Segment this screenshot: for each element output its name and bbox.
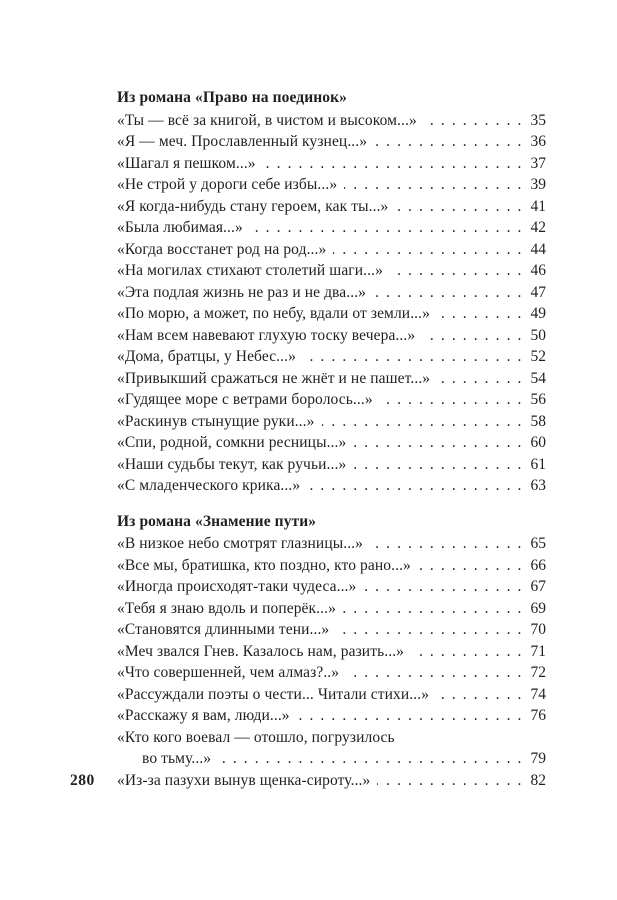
dot-leader (436, 684, 523, 706)
toc-entry (117, 303, 546, 325)
entry-title: «Не строй у дороги себе избы...» (117, 176, 338, 193)
toc-entry (117, 131, 546, 153)
section-heading: Из романа «Знамение пути» (117, 512, 317, 530)
dot-leader (374, 131, 523, 153)
toc-entry (117, 555, 546, 577)
entry-page-number: 79 (530, 750, 546, 767)
dot-leader (333, 239, 523, 261)
dot-leader (353, 432, 523, 454)
toc-entry (117, 174, 546, 196)
dot-leader (370, 533, 523, 555)
entry-title: «Тебя я знаю вдоль и поперёк...» (117, 599, 336, 617)
entry-page-number: 76 (530, 707, 546, 724)
toc-entry (117, 641, 546, 663)
entry-page-number: 65 (530, 535, 546, 552)
entry-title: «Была любимая...» (117, 219, 243, 236)
toc-entry (117, 196, 546, 218)
dot-leader (336, 619, 523, 641)
entry-title: «Из-за пазухи вынув щенка-сироту...» (117, 771, 371, 789)
entry-page-number: 70 (530, 621, 546, 638)
section-heading: Из романа «Право на поединок» (117, 89, 348, 106)
dot-leader (380, 389, 523, 411)
entry-title: «Все мы, братишка, кто поздно, кто рано...» (117, 556, 411, 574)
toc-entry (117, 368, 546, 390)
dot-leader (307, 475, 523, 497)
entry-page-number: 39 (530, 176, 546, 193)
entry-page-number: 37 (530, 154, 546, 172)
toc-entry (117, 684, 546, 706)
dot-leader (411, 641, 523, 663)
dot-leader (353, 454, 523, 476)
entry-page-number: 58 (530, 412, 546, 430)
entry-page-number: 63 (530, 477, 546, 494)
dot-leader (303, 346, 523, 368)
dot-leader (297, 705, 523, 727)
entry-title: «Становятся длинными тени...» (117, 621, 330, 638)
entry-title: «Когда восстанет род на род...» (117, 240, 327, 258)
dot-leader (218, 748, 523, 770)
toc-entry (70, 770, 546, 792)
dot-leader (390, 260, 523, 282)
entry-title: «Эта подлая жизнь не раз и не два...» (117, 283, 367, 301)
folio-page-number: 280 (70, 771, 95, 789)
entry-page-number: 67 (530, 578, 546, 595)
entry-title: «Шагал я пешком...» (117, 154, 256, 172)
toc-entry (117, 619, 546, 641)
toc-entry (117, 727, 546, 749)
toc-entry (117, 432, 546, 454)
entry-title: «Что совершенней, чем алмаз?..» (117, 664, 340, 681)
entry-page-number: 41 (530, 197, 546, 215)
dot-leader (363, 576, 523, 598)
entry-page-number: 56 (530, 391, 546, 408)
entry-title: «Дома, братцы, у Небес...» (117, 348, 296, 365)
dot-leader (418, 555, 523, 577)
entry-page-number: 42 (530, 219, 546, 236)
entry-page-number: 46 (530, 262, 546, 279)
toc-entry (117, 475, 546, 497)
entry-page-number: 71 (530, 642, 546, 660)
dot-leader (263, 153, 523, 175)
toc-section-2 (70, 511, 546, 792)
table-of-contents (70, 87, 546, 791)
entry-page-number: 72 (530, 664, 546, 681)
entry-page-number: 52 (530, 348, 546, 365)
dot-leader (395, 196, 523, 218)
dot-leader (377, 770, 523, 792)
entry-title: «Спи, родной, сомкни ресницы...» (117, 434, 347, 451)
entry-title: «Ты — всё за книгой, в чистом и высоком...» (117, 111, 417, 129)
entry-title-continuation: во тьму...» (142, 750, 212, 767)
entry-title: «Наши судьбы текут, как ручьи...» (117, 455, 347, 473)
entry-page-number: 54 (530, 369, 546, 387)
toc-entry (117, 662, 546, 684)
entry-title: «Гудящее море с ветрами боролось...» (117, 391, 373, 408)
entry-title: «В низкое небо смотрят глазницы...» (117, 535, 364, 552)
toc-entry (117, 346, 546, 368)
toc-entry (117, 260, 546, 282)
entry-title: «Меч звался Гнев. Казалось нам, разить...» (117, 642, 405, 660)
entry-title: «Привыкший сражаться не жнёт и не пашет...» (117, 369, 431, 387)
dot-leader (322, 411, 524, 433)
entry-page-number: 69 (530, 599, 546, 617)
dot-leader (437, 368, 523, 390)
entry-title: «Расскажу я вам, люди...» (117, 707, 290, 724)
entry-title: «Иногда происходят-таки чудеса...» (117, 578, 357, 595)
entry-page-number: 47 (530, 283, 546, 301)
toc-entry (117, 325, 546, 347)
entry-page-number: 49 (530, 305, 546, 322)
toc-entry (117, 454, 546, 476)
dot-leader (422, 325, 523, 347)
toc-entry (117, 153, 546, 175)
entry-page-number: 35 (530, 111, 546, 129)
entry-page-number: 82 (530, 771, 546, 789)
entry-page-number: 61 (530, 455, 546, 473)
toc-entry (117, 110, 546, 132)
toc-section-1 (117, 87, 546, 497)
entry-title: «Нам всем навевают глухую тоску вечера...» (117, 326, 416, 344)
toc-entry (117, 705, 546, 727)
entry-page-number: 74 (530, 685, 546, 703)
toc-entry (117, 411, 546, 433)
toc-entry (117, 576, 546, 598)
entry-page-number: 66 (530, 556, 546, 574)
dot-leader (250, 217, 523, 239)
entry-title: «На могилах стихают столетий шаги...» (117, 262, 383, 279)
toc-entry-continuation (117, 748, 546, 770)
toc-entry (117, 239, 546, 261)
entry-title: «С младенческого крика...» (117, 477, 301, 494)
entry-page-number: 60 (530, 434, 546, 451)
toc-entry (117, 389, 546, 411)
dot-leader (424, 110, 523, 132)
entry-title: «Я — меч. Прославленный кузнец...» (117, 133, 368, 150)
dot-leader (344, 174, 523, 196)
toc-entry (117, 598, 546, 620)
dot-leader (373, 282, 523, 304)
toc-entry (117, 217, 546, 239)
entry-title: «Рассуждали поэты о чести... Читали стихи...» (117, 685, 430, 703)
toc-entry (117, 533, 546, 555)
entry-title: «Кто кого воевал — отошло, погрузилось (117, 728, 395, 746)
entry-page-number: 44 (530, 240, 546, 258)
dot-leader (343, 598, 523, 620)
entry-page-number: 36 (530, 133, 546, 150)
dot-leader (437, 303, 523, 325)
toc-entry (117, 282, 546, 304)
entry-title: «Я когда-нибудь стану героем, как ты...» (117, 197, 389, 215)
entry-page-number: 50 (530, 326, 546, 344)
dot-leader (346, 662, 523, 684)
entry-title: «Раскинув стынущие руки...» (117, 412, 315, 430)
entry-title: «По морю, а может, по небу, вдали от земли...» (117, 305, 430, 322)
